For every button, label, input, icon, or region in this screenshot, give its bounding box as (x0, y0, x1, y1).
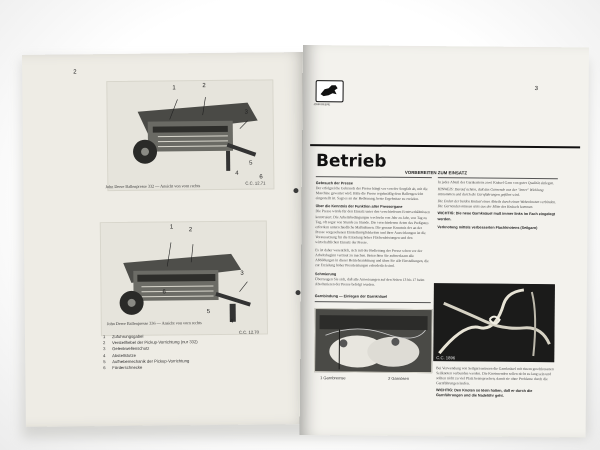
paragraph: Die Enden der beiden Knäuel eines Abteils durch einen Weberknoten verbinden. Die Garnenden müssen stets aus der Mitte des Knäuels kommen. (437, 199, 556, 210)
knot-photo (433, 283, 555, 362)
right-page-number: 3 (534, 86, 538, 93)
callout-4: 4 (235, 170, 239, 177)
title-rule (310, 144, 580, 148)
binder-hole (295, 290, 300, 295)
left-page-number: 2 (73, 69, 77, 76)
heading: Verknotung mittels verbesserten Flachknotens (Seilgarn) (437, 224, 538, 230)
callout-5: 5 (249, 160, 253, 167)
legend-item: 2 Verstellhebel der Pickup-Vorrichtung (nur 332) (103, 339, 198, 346)
heading: Garnbindung — Einlegen der Garnknäuel (314, 294, 388, 299)
garnbindung-heading-box (315, 291, 431, 300)
logo-text: JOHN DEERE (313, 103, 331, 107)
legend-item: 6 Förderschnecke (103, 364, 143, 371)
left-page (22, 52, 312, 427)
text-column-1 (315, 178, 431, 291)
paragraph: Die Presse würde für den Einsatz unter den verschiedenen Ernteverhältnissen konstruiert. Die Arbeitsbedingungen wechseln von Jahr zu Jahr, von Tag zu Tag, oft sogar von Stunde zu Stunde. Die verschiedenen Arten des Preßgutes erfordern unterschiedliche Maßnahmen. Die genaue Kenntnis der an der Presse vorgesehenen Einstellmöglichkeiten und ihrer Auswirkungen ist die Voraussetzung für die Erzielung hoher Flächenleistungen und den wirtschaftlichen Einsatz der Presse. (315, 209, 430, 245)
callout-3: 3 (244, 109, 249, 116)
figure1-caption: John Deere Ballenpresse 332 — Ansicht von vorn rechts (105, 183, 201, 190)
baler-photo-332 (106, 79, 274, 191)
binder-hole (293, 188, 298, 193)
legend-item: 3 Gelenkwellenschutz (103, 346, 150, 352)
callout-1: 1 (172, 85, 176, 92)
paragraph: HINWEIS: Darauf achten, daß das Garnende aus der "inner" Wicklung entnommen und durch die Garnführungen geführt wird. (437, 187, 544, 198)
section-title: VORBEREITEN ZUM EINSATZ (404, 169, 468, 176)
heading: Schmierung (314, 271, 337, 276)
baler-photo-336 (100, 220, 268, 336)
figure1-code: C.C. 12.71 (245, 180, 266, 186)
knot-photo-code: C.C. 1896 (436, 355, 456, 361)
legend-item: 1 Zufuhrungsgabel (102, 333, 144, 340)
callout-6: 6 (162, 289, 166, 296)
callout-2: 2 (202, 83, 206, 90)
photo-caption-garnoesen: 2 Garnösen (388, 375, 410, 381)
photo-caption-garnbremse: 1 Garnbremse (320, 375, 346, 381)
divider (438, 177, 558, 179)
right-page (300, 45, 589, 437)
paragraph: Es ist daher wesentlich, sich mit der Bedienung der Presse schon vor der Arbeitsbeginn vertraut zu machen. Betrachten Sie aufmerksam alle Abbildungen in dieser Betriebsanleitung und üben Sie alle Einstellungen, die zur Erzielung hoher Pressleistungen erforderlich sind. (315, 248, 429, 269)
legend-item: 5 Aufhebemechanik der Pickup-Vorrichtung (103, 358, 190, 364)
heading: Gebrauch der Presse (315, 181, 353, 186)
figure2-code: C.C. 12.70 (238, 329, 259, 335)
john-deere-logo (316, 80, 344, 102)
parts-legend (103, 333, 198, 371)
text-column-2 (437, 180, 558, 281)
callout-4: 4 (229, 318, 234, 325)
callout-3: 3 (240, 270, 244, 277)
callout-1: 1 (169, 224, 174, 231)
heading: Über die Kenntnis der Funktion aller Pressorgane (315, 204, 403, 210)
figure2-caption: John Deere Ballenpresse 336 — Ansicht von vorn rechts (106, 320, 202, 327)
paragraph: Der erfolgreiche Gebrauch der Presse hängt vor von der Sorgfalt ab, mit die Maschine gewartet wird. Bitte die Presse regelmäßig dem Ballengewicht eingestellt ist. Sagt es an der Bedienung, beste Ergebnisse zu erzielen. (315, 186, 428, 202)
warning-text: WICHTIG: Die neue Garnknäuel muß immer links im Fach eingelegt werden. (437, 211, 555, 221)
warning-text: WICHTIG: Den Knoten so klein halten, daß er durch die Garnführungen und die Nadelöhr geht. (435, 388, 533, 399)
callout-6: 6 (259, 174, 263, 181)
paragraph: In jedes Abteil des Garnkastens zwei Knäuel Garn von guter Qualität einlegen. (437, 180, 555, 186)
callout-2: 2 (188, 227, 193, 234)
page-title: Betrieb (315, 151, 387, 172)
legend-item: 4 Abstellstutze (103, 352, 136, 358)
callout-5: 5 (206, 309, 211, 316)
twine-box-photo (314, 308, 433, 373)
paragraph: Bei Verwendung von Seilgarn müssen die Garnknäuel mit einem geschlossenen Seilknoten verbunden werden. Die Knotenenden sollen nicht zu lang sein und sollten nicht zu viel Platz beanspruchen, damit sie ohne Probleme durch die Garnführungen laufen. (436, 366, 554, 386)
paragraph: Überzeugen Sie sich, daß alle Anweisungen auf den Seiten 13 bis 17 beim Abschmieren der Presse befolgt wurden. (314, 276, 425, 287)
text-column-2b (436, 366, 557, 425)
divider (315, 301, 431, 303)
